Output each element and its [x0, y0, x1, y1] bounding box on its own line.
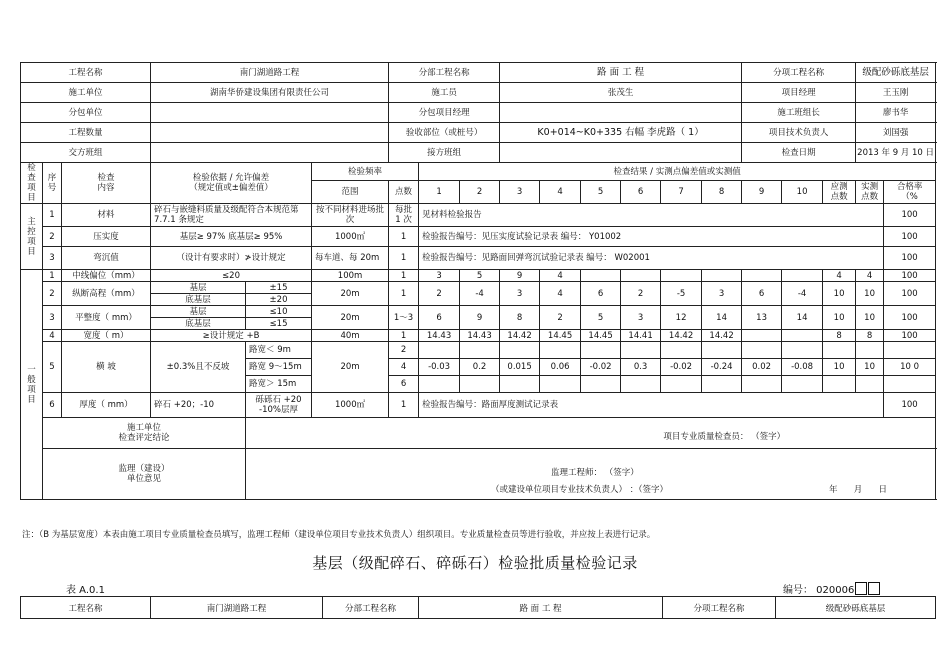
- content-cell: 中线偏位（mm）: [62, 270, 151, 282]
- pass-rate-cell: 100: [884, 393, 936, 418]
- main-item-row: [21, 247, 936, 270]
- value-cell: -5: [661, 282, 702, 306]
- value-cell: [460, 376, 500, 393]
- points-cell: 6: [389, 376, 419, 393]
- tolerance-cell: ≤15: [246, 318, 312, 330]
- actual-cell: 10: [856, 282, 884, 306]
- pm-value: 王玉刚: [856, 83, 936, 103]
- value-cell: [540, 376, 581, 393]
- actual-cell: [856, 376, 884, 393]
- tech-lead-label: 项目技术负责人: [742, 123, 856, 143]
- inspection-record-table: [20, 62, 936, 500]
- should-cell: 8: [823, 330, 856, 342]
- result-cell: 检验报告编号：路面厚度测试记录表: [419, 393, 884, 418]
- constructor-value: 张茂生: [500, 83, 742, 103]
- value-cell: -0.02: [661, 359, 702, 376]
- content-cell: 纵断高程（mm）: [62, 282, 151, 306]
- pass-rate-cell: 100: [884, 227, 936, 247]
- value-cell: 14.43: [460, 330, 500, 342]
- sub-project-value: 路 面 工 程: [419, 597, 663, 619]
- supervisor-opinion-row: [21, 449, 936, 500]
- actual-cell: 8: [856, 330, 884, 342]
- general-item-row-5a: [21, 342, 936, 359]
- header-row-handover: [21, 143, 936, 163]
- value-cell: [581, 270, 621, 282]
- tech-lead-value: 刘国强: [856, 123, 936, 143]
- should-cell: 10: [823, 282, 856, 306]
- item-project-label: 分项工程名称: [663, 597, 776, 619]
- pass-rate-cell: 100: [884, 204, 936, 227]
- header-row-project: [21, 63, 936, 83]
- value-cell: [742, 270, 782, 282]
- range-header: 范围: [312, 181, 389, 204]
- quantity-label: 工程数量: [21, 123, 151, 143]
- header-row-contractor: [21, 83, 936, 103]
- pass-rate-cell: 10 0: [884, 359, 936, 376]
- value-cell: [621, 376, 661, 393]
- value-cell: [621, 270, 661, 282]
- supervisor-opinion-label: 监理（建设） 单位意见: [43, 449, 246, 500]
- pass-rate-cell: [884, 342, 936, 359]
- supervisor-signature-line2: （或建设单位项目专业技术负责人） ：（签字）: [491, 485, 668, 495]
- value-cell: 5: [581, 306, 621, 330]
- table-number: 表 A.0.1: [66, 585, 105, 596]
- contractor-conclusion-row: [21, 418, 936, 449]
- num-header: 8: [702, 181, 742, 204]
- value-cell: 12: [661, 306, 702, 330]
- receiver-label: 接方班组: [389, 143, 500, 163]
- range-cell: 100m: [312, 270, 389, 282]
- serial-box[interactable]: [868, 582, 880, 595]
- sub-name-cell: 路宽＞ 15m: [246, 376, 312, 393]
- value-cell: 4: [540, 270, 581, 282]
- tolerance-cell: ±15: [246, 282, 312, 294]
- value-cell: 14.42: [702, 330, 742, 342]
- value-cell: -4: [782, 282, 823, 306]
- value-cell: 4: [540, 282, 581, 306]
- num-header: 9: [742, 181, 782, 204]
- pass-rate-cell: 100: [884, 247, 936, 270]
- pass-rate-cell: 100: [884, 282, 936, 306]
- value-cell: [661, 270, 702, 282]
- value-cell: 14.45: [581, 330, 621, 342]
- content-cell: 横 坡: [62, 342, 151, 393]
- value-cell: 0.02: [742, 359, 782, 376]
- value-cell: 6: [742, 282, 782, 306]
- footnote: 注：（B 为基层宽度）本表由施工项目专业质量检查员填写，监理工程师（建设单位项目专业技术负责人）组织项目。专业质量检查员等进行验收，并应按上表进行记录。: [22, 530, 656, 540]
- general-item-row-3a: [21, 306, 936, 318]
- general-item-row-6: [21, 393, 936, 418]
- result-cell: 检验报告编号：见压实度试验记录表 编号： Y01002: [419, 227, 884, 247]
- item-project-value: 级配砂砾底基层: [856, 63, 936, 83]
- value-cell: [661, 376, 702, 393]
- pass-rate-cell: 100: [884, 306, 936, 330]
- num-header: 6: [621, 181, 661, 204]
- num-header: 10: [782, 181, 823, 204]
- check-item-header: 检 查 项 目: [21, 163, 43, 204]
- project-name-label: 工程名称: [21, 63, 151, 83]
- pass-rate-cell: 100: [884, 330, 936, 342]
- value-cell: 14.43: [419, 330, 460, 342]
- value-cell: [782, 330, 823, 342]
- content-cell: 压实度: [62, 227, 151, 247]
- range-cell: 按不同材料进场批次: [312, 204, 389, 227]
- item-project-label: 分项工程名称: [742, 63, 856, 83]
- range-cell: 20m: [312, 282, 389, 306]
- frequency-header: 检验频率: [312, 163, 419, 181]
- content-cell: 材料: [62, 204, 151, 227]
- main-item-row: [21, 204, 936, 227]
- serial-box[interactable]: [855, 582, 867, 595]
- value-cell: [742, 330, 782, 342]
- actual-cell: 10: [856, 359, 884, 376]
- value-cell: [500, 376, 540, 393]
- should-cell: [823, 342, 856, 359]
- num-header: 1: [419, 181, 460, 204]
- pm-label: 项目经理: [742, 83, 856, 103]
- value-cell: 8: [500, 306, 540, 330]
- seq-cell: 3: [43, 247, 62, 270]
- points-cell: 1: [389, 393, 419, 418]
- actual-measure-header: 实测 点数: [856, 181, 884, 204]
- location-value: K0+014~K0+335 右幅 李虎路（ 1）: [500, 123, 742, 143]
- value-cell: 3: [621, 306, 661, 330]
- value-cell: -0.03: [419, 359, 460, 376]
- value-cell: -4: [460, 282, 500, 306]
- value-cell: -0.24: [702, 359, 742, 376]
- sub-name-cell: 基层: [151, 282, 246, 294]
- points-cell: 1～3: [389, 306, 419, 330]
- value-cell: [702, 376, 742, 393]
- seq-cell: 1: [43, 270, 62, 282]
- content-cell: 弯沉值: [62, 247, 151, 270]
- project-name-value: 南门湖道路工程: [151, 597, 323, 619]
- basis-cell: （设计有要求时）≯设计规定: [151, 247, 312, 270]
- value-cell: [581, 376, 621, 393]
- value-cell: [742, 342, 782, 359]
- date-label: 检查日期: [742, 143, 856, 163]
- seq-cell: 6: [43, 393, 62, 418]
- date-value: 2013 年 9 月 10 日: [856, 143, 936, 163]
- handover-value: [151, 143, 389, 163]
- value-cell: 14: [702, 306, 742, 330]
- team-leader-label: 施工班组长: [742, 103, 856, 123]
- value-cell: [500, 342, 540, 359]
- range-cell: 20m: [312, 342, 389, 393]
- value-cell: [460, 342, 500, 359]
- should-measure-header: 应测 点数: [823, 181, 856, 204]
- basis-cell: 碎石 +20；-10: [151, 393, 246, 418]
- seq-cell: 4: [43, 330, 62, 342]
- general-item-row-4: [21, 330, 936, 342]
- contractor-value: 湖南华侨建设集团有限责任公司: [151, 83, 389, 103]
- supervisor-signature-line1: 监理工程师： （签字）: [551, 468, 639, 478]
- value-cell: 14.42: [500, 330, 540, 342]
- seq-cell: 1: [43, 204, 62, 227]
- form-title: 基层（级配碎石、碎砾石）检验批质量检验记录: [312, 554, 638, 572]
- basis-cell: ≥设计规定 +B: [151, 330, 312, 342]
- value-cell: 3: [419, 270, 460, 282]
- content-header: 检查 内容: [62, 163, 151, 204]
- pass-rate-cell: [884, 376, 936, 393]
- value-cell: [581, 342, 621, 359]
- contractor-conclusion-label: 施工单位 检查评定结论: [43, 418, 246, 449]
- value-cell: 13: [742, 306, 782, 330]
- should-cell: [823, 376, 856, 393]
- value-cell: 2: [419, 282, 460, 306]
- value-cell: [782, 270, 823, 282]
- basis-cell: 砾砾石 +20 -10%层厚: [246, 393, 312, 418]
- value-cell: [540, 342, 581, 359]
- sub-name-cell: 路宽＜ 9m: [246, 342, 312, 359]
- range-cell: 每车道、每 20m: [312, 247, 389, 270]
- basis-header: 检验依据 / 允许偏差 （规定值或±偏差值）: [151, 163, 312, 204]
- next-page-header-table: [20, 596, 936, 619]
- value-cell: 6: [581, 282, 621, 306]
- range-cell: 1000㎡: [312, 393, 389, 418]
- range-cell: 20m: [312, 306, 389, 330]
- serial-number: [783, 581, 880, 596]
- points-cell: 1: [389, 330, 419, 342]
- column-header-row-1: [21, 163, 936, 181]
- value-cell: [661, 342, 702, 359]
- value-cell: 6: [419, 306, 460, 330]
- item-project-value: 级配砂砾底基层: [776, 597, 936, 619]
- value-cell: 3: [702, 282, 742, 306]
- value-cell: [742, 376, 782, 393]
- value-cell: 0.06: [540, 359, 581, 376]
- general-group-label: 一 般 项 目: [21, 270, 43, 500]
- basis-cell: 碎石与嵌缝料质量及级配符合本规范第 7.7.1 条规定: [151, 204, 312, 227]
- should-cell: 4: [823, 270, 856, 282]
- main-group-label: 主 控 项 目: [21, 204, 43, 270]
- constructor-label: 施工员: [389, 83, 500, 103]
- team-leader-value: 廖书华: [856, 103, 936, 123]
- sub-name-cell: 底基层: [151, 294, 246, 306]
- value-cell: 2: [540, 306, 581, 330]
- supervisor-date: 年 月 日: [829, 485, 887, 495]
- value-cell: [702, 270, 742, 282]
- tolerance-cell: ±20: [246, 294, 312, 306]
- value-cell: [702, 342, 742, 359]
- value-cell: [621, 342, 661, 359]
- content-cell: 宽度（ m）: [62, 330, 151, 342]
- points-header: 点数: [389, 181, 419, 204]
- num-header: 7: [661, 181, 702, 204]
- sub-project-value: 路 面 工 程: [500, 63, 742, 83]
- points-cell: 1: [389, 270, 419, 282]
- value-cell: 14.42: [661, 330, 702, 342]
- pass-rate-cell: 100: [884, 270, 936, 282]
- contractor-conclusion-text: 项目专业质量检查员： （签字）: [246, 418, 936, 449]
- project-name-value: 南门湖道路工程: [151, 63, 389, 83]
- value-cell: 14.45: [540, 330, 581, 342]
- should-cell: 10: [823, 306, 856, 330]
- value-cell: 9: [500, 270, 540, 282]
- basis-cell: 基层≥ 97% 底基层≥ 95%: [151, 227, 312, 247]
- result-cell: 见材料检验报告: [419, 204, 884, 227]
- tolerance-cell: ≤10: [246, 306, 312, 318]
- value-cell: 0.015: [500, 359, 540, 376]
- header-row-quantity: [21, 123, 936, 143]
- sub-name-cell: 底基层: [151, 318, 246, 330]
- handover-label: 交方班组: [21, 143, 151, 163]
- num-header: 2: [460, 181, 500, 204]
- supervisor-opinion-cell: [246, 449, 936, 500]
- receiver-value: [500, 143, 742, 163]
- sub-project-label: 分部工程名称: [323, 597, 419, 619]
- general-item-row-1: [21, 270, 936, 282]
- seq-header: 序 号: [43, 163, 62, 204]
- location-label: 验收部位（或桩号）: [389, 123, 500, 143]
- actual-cell: [856, 342, 884, 359]
- points-cell: 1: [389, 247, 419, 270]
- value-cell: [782, 376, 823, 393]
- actual-cell: 10: [856, 306, 884, 330]
- value-cell: 0.3: [621, 359, 661, 376]
- quantity-value: [151, 123, 389, 143]
- value-cell: 14: [782, 306, 823, 330]
- result-cell: 检验报告编号：见路面回弹弯沉试验记录表 编号： W02001: [419, 247, 884, 270]
- value-cell: 0.2: [460, 359, 500, 376]
- seq-cell: 2: [43, 282, 62, 306]
- value-cell: -0.08: [782, 359, 823, 376]
- main-item-row: [21, 227, 936, 247]
- value-cell: 14.41: [621, 330, 661, 342]
- num-header: 4: [540, 181, 581, 204]
- project-name-label: 工程名称: [21, 597, 151, 619]
- points-cell: 2: [389, 342, 419, 359]
- header-row-subcontractor: [21, 103, 936, 123]
- points-cell: 1: [389, 282, 419, 306]
- range-cell: 1000㎡: [312, 227, 389, 247]
- value-cell: -0.02: [581, 359, 621, 376]
- should-cell: 10: [823, 359, 856, 376]
- value-cell: [419, 376, 460, 393]
- points-cell: 1: [389, 227, 419, 247]
- serial-label: 编号： 020006: [783, 585, 855, 596]
- points-cell: 每批 1 次: [389, 204, 419, 227]
- subcontractor-label: 分包单位: [21, 103, 151, 123]
- value-cell: [419, 342, 460, 359]
- basis-cell: ≤20: [151, 270, 312, 282]
- seq-cell: 2: [43, 227, 62, 247]
- value-cell: 5: [460, 270, 500, 282]
- value-cell: 9: [460, 306, 500, 330]
- subcontractor-value: [151, 103, 389, 123]
- points-cell: 4: [389, 359, 419, 376]
- num-header: 3: [500, 181, 540, 204]
- sub-pm-label: 分包项目经理: [389, 103, 500, 123]
- results-header: 检查结果 / 实测点偏差值或实测值: [419, 163, 936, 181]
- seq-cell: 5: [43, 342, 62, 393]
- content-cell: 平整度（ mm）: [62, 306, 151, 330]
- general-item-row-2a: [21, 282, 936, 294]
- sub-name-cell: 路宽 9～15m: [246, 359, 312, 376]
- value-cell: [782, 342, 823, 359]
- sub-pm-value: [500, 103, 742, 123]
- pass-rate-header: 合格率 （%: [884, 181, 936, 204]
- num-header: 5: [581, 181, 621, 204]
- basis-cell: ±0.3%且不反坡: [151, 342, 246, 393]
- contractor-label: 施工单位: [21, 83, 151, 103]
- value-cell: 2: [621, 282, 661, 306]
- seq-cell: 3: [43, 306, 62, 330]
- sub-project-label: 分部工程名称: [389, 63, 500, 83]
- range-cell: 40m: [312, 330, 389, 342]
- actual-cell: 4: [856, 270, 884, 282]
- sub-name-cell: 基层: [151, 306, 246, 318]
- value-cell: 3: [500, 282, 540, 306]
- content-cell: 厚度（ mm）: [62, 393, 151, 418]
